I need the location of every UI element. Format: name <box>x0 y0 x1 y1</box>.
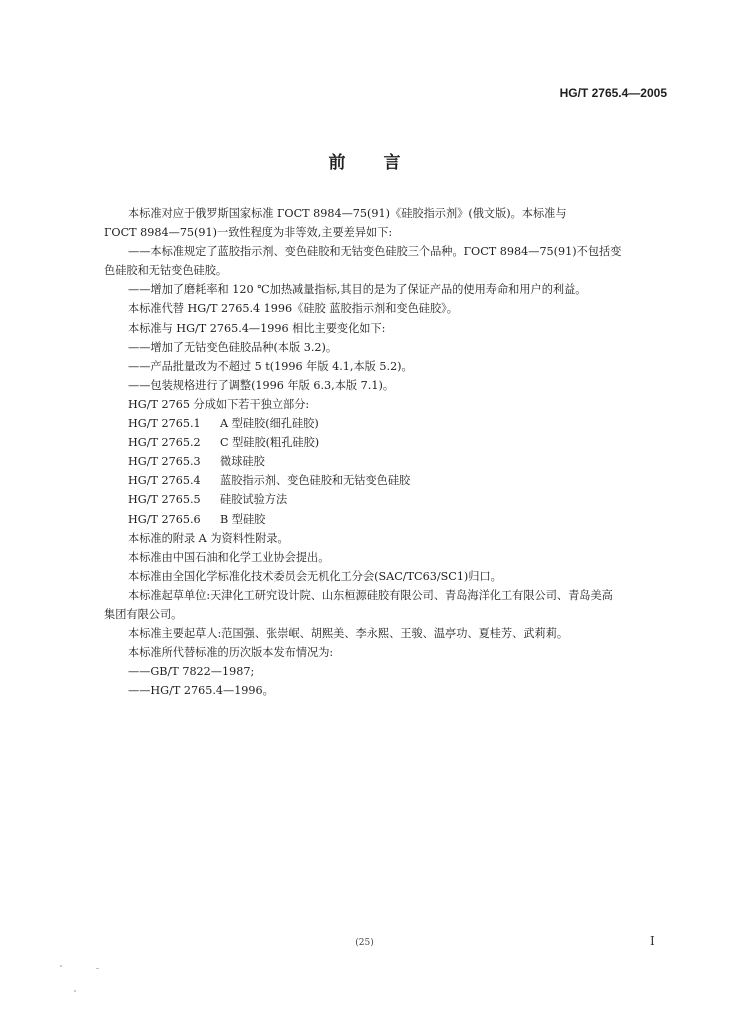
part-item <box>128 414 668 433</box>
paragraph: ——GB/T 7822—1987; <box>128 665 255 679</box>
paragraph: HG/T 2765 分成如下若干独立部分: <box>128 397 310 411</box>
paragraph: ——增加了无钴变色硅胶品种(本版 3.2)。 <box>128 340 338 354</box>
part-item <box>128 471 668 490</box>
paragraph: ГОСТ 8984—75(91)一致性程度为非等效,主要差异如下: <box>104 226 393 240</box>
part-code: HG/T 2765.4 <box>128 474 201 488</box>
paragraph: 本标准由全国化学标准化技术委员会无机化工分会(SAC/TC63/SC1)归口。 <box>128 569 502 583</box>
part-item <box>128 490 668 509</box>
page-number: (25) <box>355 938 374 948</box>
part-item <box>128 452 668 471</box>
paragraph: 本标准代替 HG/T 2765.4 1996《硅胶 蓝胶指示剂和变色硅胶》。 <box>128 302 458 316</box>
roman-page-number: I <box>650 934 655 948</box>
paragraph: 本标准主要起草人:范国强、张崇岷、胡熙美、李永熙、王骏、温亭功、夏桂芳、武莉莉。 <box>128 627 569 641</box>
paragraph: 本标准起草单位:天津化工研究设计院、山东桓源硅胶有限公司、青岛海洋化工有限公司、青岛美高 <box>128 588 613 602</box>
paragraph: 本标准对应于俄罗斯国家标准 ГОСТ 8984—75(91)《硅胶指示剂》(俄文版)。本标准与 <box>128 207 567 220</box>
part-name: 蓝胶指示剂、变色硅胶和无钴变色硅胶 <box>220 474 411 488</box>
document-body <box>104 204 668 700</box>
paragraph: 本标准的附录 A 为资料性附录。 <box>128 531 289 545</box>
part-code: HG/T 2765.6 <box>128 512 201 526</box>
paragraph: ——产品批量改为不超过 5 t(1996 年版 4.1,本版 5.2)。 <box>128 359 413 373</box>
paragraph: ——包装规格进行了调整(1996 年版 6.3,本版 7.1)。 <box>128 378 395 392</box>
part-code: HG/T 2765.3 <box>128 455 201 469</box>
scan-speck <box>74 990 76 992</box>
scan-speck <box>96 968 99 969</box>
paragraph: ——增加了磨耗率和 120 ℃加热减量指标,其目的是为了保证产品的使用寿命和用户的利益。 <box>128 283 587 297</box>
part-code: HG/T 2765.1 <box>128 417 201 431</box>
paragraph: ——本标准规定了蓝胶指示剂、变色硅胶和无钴变色硅胶三个品种。ГОСТ 8984—75(91)不包括变 <box>128 245 622 259</box>
part-name: 硅胶试验方法 <box>220 493 288 507</box>
paragraph: 集团有限公司。 <box>104 607 183 621</box>
page-title: 前言 <box>328 153 439 173</box>
part-name: 微球硅胶 <box>220 455 265 469</box>
paragraph: ——HG/T 2765.4—1996。 <box>128 684 274 698</box>
part-code: HG/T 2765.5 <box>128 493 201 507</box>
part-item <box>128 510 668 529</box>
paragraph: 色硅胶和无钴变色硅胶。 <box>104 264 228 278</box>
part-name: A 型硅胶(细孔硅胶) <box>220 417 319 431</box>
part-item <box>128 433 668 452</box>
paragraph: 本标准与 HG/T 2765.4—1996 相比主要变化如下: <box>128 321 386 335</box>
part-name: B 型硅胶 <box>220 512 266 526</box>
paragraph: 本标准所代替标准的历次版本发布情况为: <box>128 646 334 660</box>
standard-code: HG/T 2765.4—2005 <box>559 86 667 100</box>
part-code: HG/T 2765.2 <box>128 436 201 450</box>
part-name: C 型硅胶(粗孔硅胶) <box>220 436 320 450</box>
scan-speck <box>60 965 62 967</box>
paragraph: 本标准由中国石油和化学工业协会提出。 <box>128 550 330 564</box>
